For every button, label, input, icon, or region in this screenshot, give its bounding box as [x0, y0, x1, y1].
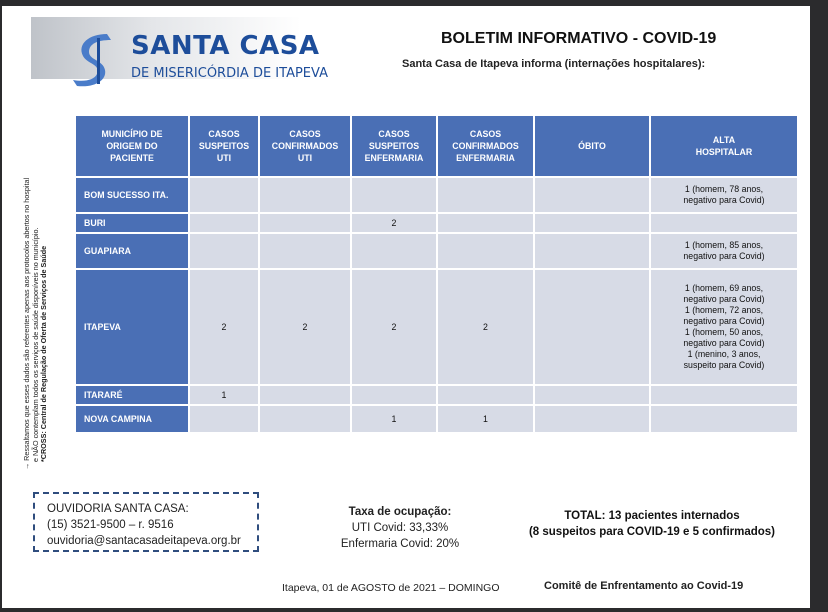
table-cell: [650, 405, 798, 433]
occupancy-rate: [335, 504, 465, 552]
table-cell: [259, 233, 351, 269]
table-cell: 1: [189, 385, 259, 405]
column-header: ALTA HOSPITALAR: [650, 115, 798, 177]
municipality-cell: GUAPIARA: [75, 233, 189, 269]
table-cell: [437, 385, 534, 405]
table-cell: [534, 405, 650, 433]
disclaimer-line-1: → Ressaltamos que esses dados são referentes apenas aos protocolos abertos no hospital: [22, 177, 31, 470]
table-cell: [534, 177, 650, 213]
table-cell: 1 (homem, 69 anos, negativo para Covid) 1 (homem, 72 anos, negativo para Covid) 1 (homem, 50 anos, negativo para Covid) 1 (menino, 3 anos, suspeito para Covid): [650, 269, 798, 385]
table-cell: [189, 405, 259, 433]
table-cell: [437, 233, 534, 269]
table-row: [75, 405, 798, 433]
ouvidoria-title: OUVIDORIA SANTA CASA:: [47, 503, 189, 515]
table-cell: [437, 213, 534, 233]
table-row: [75, 385, 798, 405]
hospitalization-table: [74, 114, 799, 434]
table-cell: [189, 233, 259, 269]
municipality-cell: BOM SUCESSO ITA.: [75, 177, 189, 213]
table-cell: 2: [437, 269, 534, 385]
table-cell: [189, 177, 259, 213]
table-cell: [351, 177, 437, 213]
table-row: [75, 177, 798, 213]
table-row: [75, 233, 798, 269]
column-header: CASOS SUSPEITOS ENFERMARIA: [351, 115, 437, 177]
bulletin-page: [2, 6, 810, 608]
table-cell: 1: [437, 405, 534, 433]
occupancy-heading: Taxa de ocupação:: [348, 506, 452, 518]
table-cell: [534, 213, 650, 233]
footer-committee: Comitê de Enfrentamento ao Covid-19: [544, 580, 744, 592]
table-cell: 2: [351, 213, 437, 233]
table-cell: 1 (homem, 78 anos, negativo para Covid): [650, 177, 798, 213]
table-cell: 2: [351, 269, 437, 385]
table-cell: [259, 213, 351, 233]
bulletin-title: BOLETIM INFORMATIVO - COVID-19: [441, 30, 717, 47]
ouvidoria-phone: (15) 3521-9500 – r. 9516: [47, 519, 174, 531]
total-line-1: TOTAL: 13 pacientes internados: [564, 510, 740, 522]
municipality-cell: NOVA CAMPINA: [75, 405, 189, 433]
ouvidoria-email: ouvidoria@santacasadeitapeva.org.br: [47, 535, 241, 547]
table-cell: [650, 213, 798, 233]
total-line-2: (8 suspeitos para COVID-19 e 5 confirmados): [528, 526, 776, 538]
table-cell: 2: [189, 269, 259, 385]
occupancy-uti: UTI Covid: 33,33%: [351, 522, 449, 534]
table-cell: 1: [351, 405, 437, 433]
table-cell: [259, 405, 351, 433]
total-summary: [522, 508, 782, 540]
table-cell: [351, 385, 437, 405]
table-header-row: [75, 115, 798, 177]
table-cell: [534, 269, 650, 385]
column-header: ÓBITO: [534, 115, 650, 177]
municipality-cell: ITAPEVA: [75, 269, 189, 385]
bulletin-subtitle: Santa Casa de Itapeva informa (internações hospitalares):: [402, 58, 706, 70]
table-cell: [259, 177, 351, 213]
column-header: CASOS SUSPEITOS UTI: [189, 115, 259, 177]
table-row: [75, 213, 798, 233]
table-cell: 1 (homem, 85 anos, negativo para Covid): [650, 233, 798, 269]
ouvidoria-box: [33, 492, 259, 552]
logo-mark-icon: [67, 30, 117, 88]
logo-subtitle: DE MISERICÓRDIA DE ITAPEVA: [131, 66, 328, 81]
table-cell: [437, 177, 534, 213]
disclaimer-line-2: e NÃO contemplam todos os serviços de saúde disponíveis no município.: [30, 227, 40, 462]
municipality-cell: BURI: [75, 213, 189, 233]
column-header: CASOS CONFIRMADOS ENFERMARIA: [437, 115, 534, 177]
santa-casa-logo: [31, 17, 328, 81]
table-cell: [189, 213, 259, 233]
table-cell: [534, 385, 650, 405]
table-row: [75, 269, 798, 385]
table-cell: 2: [259, 269, 351, 385]
column-header: MUNICÍPIO DE ORIGEM DO PACIENTE: [75, 115, 189, 177]
table-cell: [351, 233, 437, 269]
table-cell: [650, 385, 798, 405]
cross-note: [40, 130, 49, 470]
side-disclaimer: [23, 130, 49, 470]
footer-date: Itapeva, 01 de AGOSTO de 2021 – DOMINGO: [282, 582, 500, 594]
table-cell: [534, 233, 650, 269]
occupancy-enfermaria: Enfermaria Covid: 20%: [340, 538, 460, 550]
cross-note-text: *CROSS: Central de Regulação de Oferta de Serviços de Saúde: [39, 245, 49, 462]
logo-title: SANTA CASA: [131, 31, 320, 61]
table-cell: [259, 385, 351, 405]
municipality-cell: ITARARÉ: [75, 385, 189, 405]
column-header: CASOS CONFIRMADOS UTI: [259, 115, 351, 177]
